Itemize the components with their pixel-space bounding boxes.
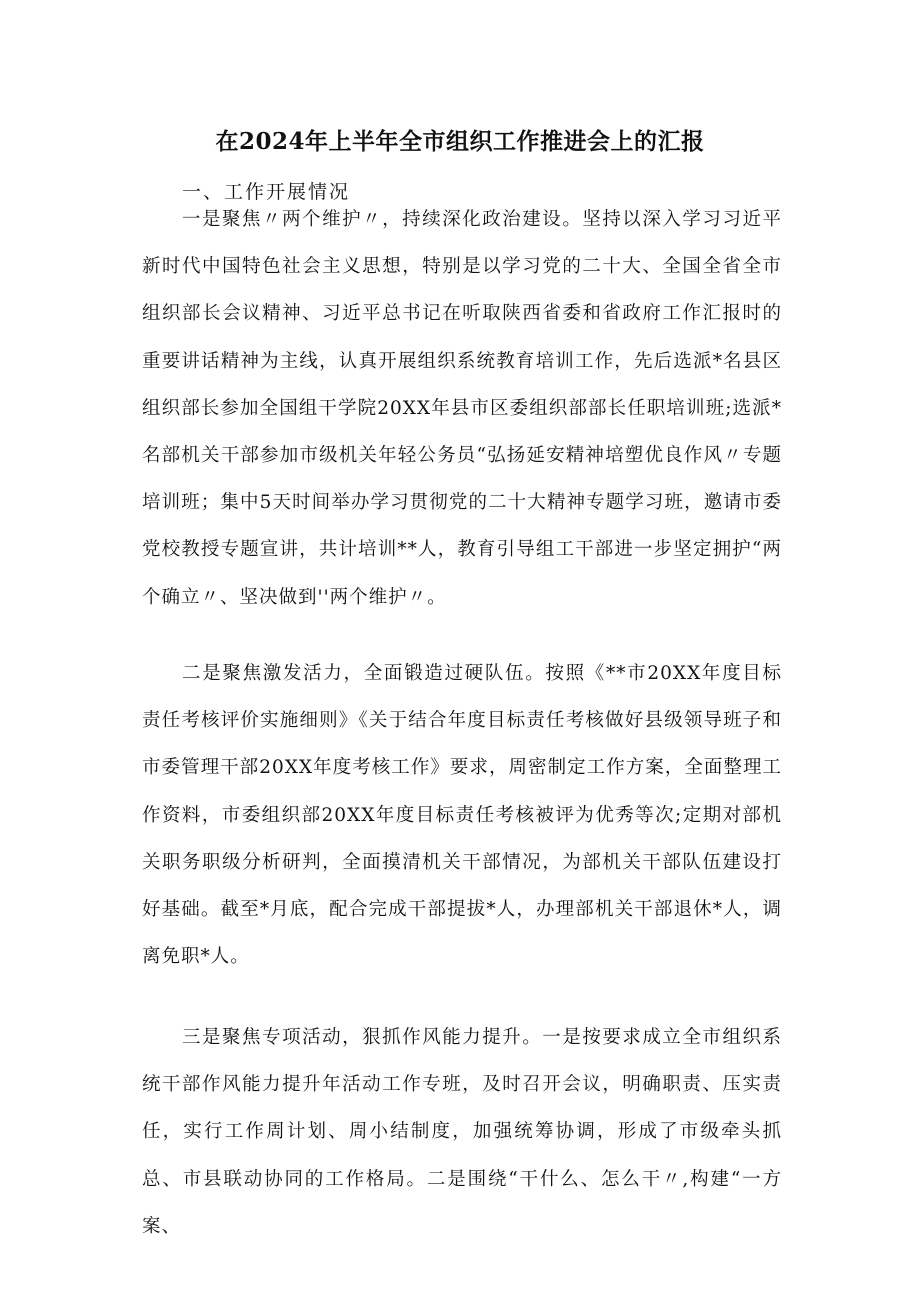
document-title: 在2024年上半年全市组织工作推进会上的汇报 — [215, 128, 705, 155]
paragraph-team-building: 二是聚焦激发活力，全面锻造过硬队伍。按照《**市20XX年度目标责任考核评价实施细则》《关于结合年度目标责任考核做好县级领导班子和市委管理干部20XX年度考核工作》要求，周密制定工作方案，全面整理工作资料，市委组织部20XX年度目标责任考核被评为优秀等次;定期对部机关职务职级分析研判，全面摸清机关干部情况，为部机关干部队伍建设打好基础。截至*月底，配合完成干部提拔*人，办理部机关干部退休*人，调离免职*人。 — [142, 663, 782, 968]
section-heading: 一、工作开展情况 — [182, 181, 351, 203]
paragraph-special-activities: 三是聚焦专项活动，狠抓作风能力提升。一是按要求成立全市组织系统干部作风能力提升年活动工作专班，及时召开会议，明确职责、压实责任，实行工作周计划、周小结制度，加强统筹协调，形成了市级牵头抓总、市县联动协同的工作格局。二是围绕“干什么、怎么干〃,构建“一方案、 — [142, 1027, 782, 1237]
paragraph-political-building: 一是聚焦〃两个维护〃，持续深化政治建设。坚持以深入学习习近平新时代中国特色社会主义思想，特别是以学习党的二十大、全国全省全市组织部长会议精神、习近平总书记在听取陕西省委和省政府工作汇报时的重要讲话精神为主线，认真开展组织系统教育培训工作，先后选派*名县区组织部长参加全国组干学院20XX年县市区委组织部部长任职培训班;选派*名部机关干部参加市级机关年轻公务员“弘扬延安精神培塑优良作风〃专题培训班；集中5天时间举办学习贯彻党的二十大精神专题学习班，邀请市委党校教授专题宣讲，共计培训**人，教育引导组工干部进一步坚定拥护“两个确立〃、坚决做到''两个维护〃。 — [142, 209, 782, 608]
